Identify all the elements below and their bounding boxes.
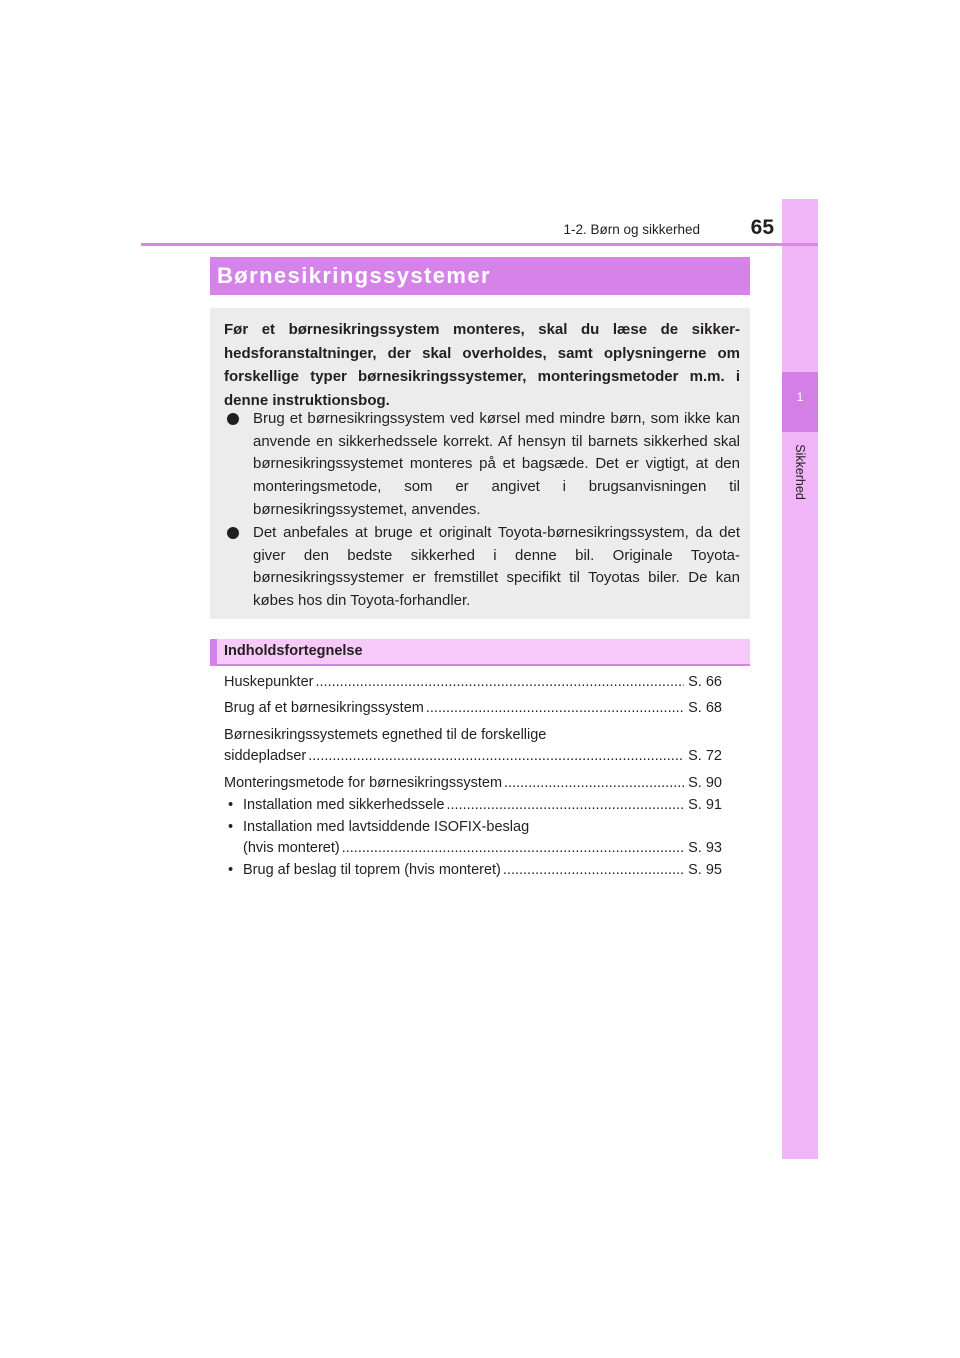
intro-bullet <box>224 522 740 613</box>
toc-entry-page: S. 66 <box>688 674 722 690</box>
bullet-dot-icon <box>227 413 239 425</box>
toc-heading-bar <box>210 639 750 666</box>
header-rule <box>141 243 818 246</box>
toc-entry-title: Huskepunkter <box>224 674 314 690</box>
chapter-number: 1 <box>796 390 804 404</box>
toc-leader-dots <box>342 838 684 858</box>
toc-entry-page: S. 68 <box>688 700 722 716</box>
toc-leader-dots <box>426 698 684 718</box>
toc-entry[interactable] <box>224 746 722 766</box>
chapter-side-tab <box>782 199 818 1159</box>
toc-heading-accent <box>210 639 217 664</box>
running-head: 1-2. Børn og sikkerhed <box>563 222 700 237</box>
section-title-banner <box>210 257 750 295</box>
toc-leader-dots <box>315 672 684 692</box>
toc-entry-title: Installation med sikkerhedssele <box>243 797 445 813</box>
toc-leader-dots <box>447 795 685 815</box>
toc-entry-title-line1[interactable]: Børnesikringssystemets egnethed til de forskellige <box>224 727 547 743</box>
toc-entry-page: S. 93 <box>688 840 722 856</box>
toc-entry-title: Brug af beslag til toprem (hvis monteret) <box>243 862 501 878</box>
toc-entry[interactable] <box>224 672 722 692</box>
toc-entry-page: S. 91 <box>688 797 722 813</box>
toc-entry-title: siddepladser <box>224 748 307 764</box>
bullet-dot-icon <box>227 527 239 539</box>
toc-subentry[interactable] <box>243 838 722 858</box>
toc-leader-dots <box>308 746 684 766</box>
intro-bold-text: Før et børnesikringssystem monteres, skal du læse de sikkerhedsforanstaltninger, der skal overholdes, samt oplysningerne om forskellige typer børnesikringssystemer, monteringsmetoder m.m. i denne instruktionsbog. <box>224 321 740 409</box>
toc-subentry-line1[interactable] <box>228 817 529 837</box>
toc-entry[interactable] <box>224 773 722 793</box>
toc-leader-dots <box>504 773 684 793</box>
intro-bullet-text: Brug et børnesikringssystem ved kørsel med mindre børn, som ikke kan anvende en sikkerhedssele korrekt. Af hensyn til barnets sikkerhed skal børnesikringssystemet monteres på et bagsæde. Det er vigtigt, at den monteringsmetode, som er angivet i brugsanvisningen til børnesikringssystemet, anvendes. <box>253 410 740 518</box>
toc-entry-page: S. 90 <box>688 775 722 791</box>
toc-bullet: • <box>228 819 234 835</box>
toc-entry-title: Installation med lavtsiddende ISOFIX-beslag <box>243 819 530 835</box>
toc-entry-title: Brug af et børnesikringssystem <box>224 700 424 716</box>
toc-subentry[interactable] <box>228 860 722 880</box>
section-title: Børnesikringssystemer <box>217 263 491 288</box>
toc-entry-page: S. 72 <box>688 748 722 764</box>
toc-bullet: • <box>228 862 234 878</box>
page-number: 65 <box>750 216 774 239</box>
toc-entry-page: S. 95 <box>688 862 722 878</box>
toc-leader-dots <box>503 860 684 880</box>
toc-bullet: • <box>228 797 234 813</box>
intro-bullet <box>224 408 740 522</box>
toc-entry-title: Monteringsmetode for børnesikringssystem <box>224 775 503 791</box>
intro-box <box>210 308 750 619</box>
toc-subentry[interactable] <box>228 795 722 815</box>
toc-heading: Indholdsfortegnelse <box>224 643 363 659</box>
toc-entry[interactable] <box>224 698 722 718</box>
toc-entry-title: (hvis monteret) <box>243 840 340 856</box>
chapter-name: Sikkerhed <box>793 444 807 500</box>
intro-bullet-text: Det anbefales at bruge et originalt Toyota-børnesikringssystem, da det giver den bedste sikkerhed i denne bil. Originale Toyota-børnesikringssystemer er fremstillet specifikt til Toyotas biler. De kan købes hos din Toyota-forhandler. <box>253 524 740 610</box>
